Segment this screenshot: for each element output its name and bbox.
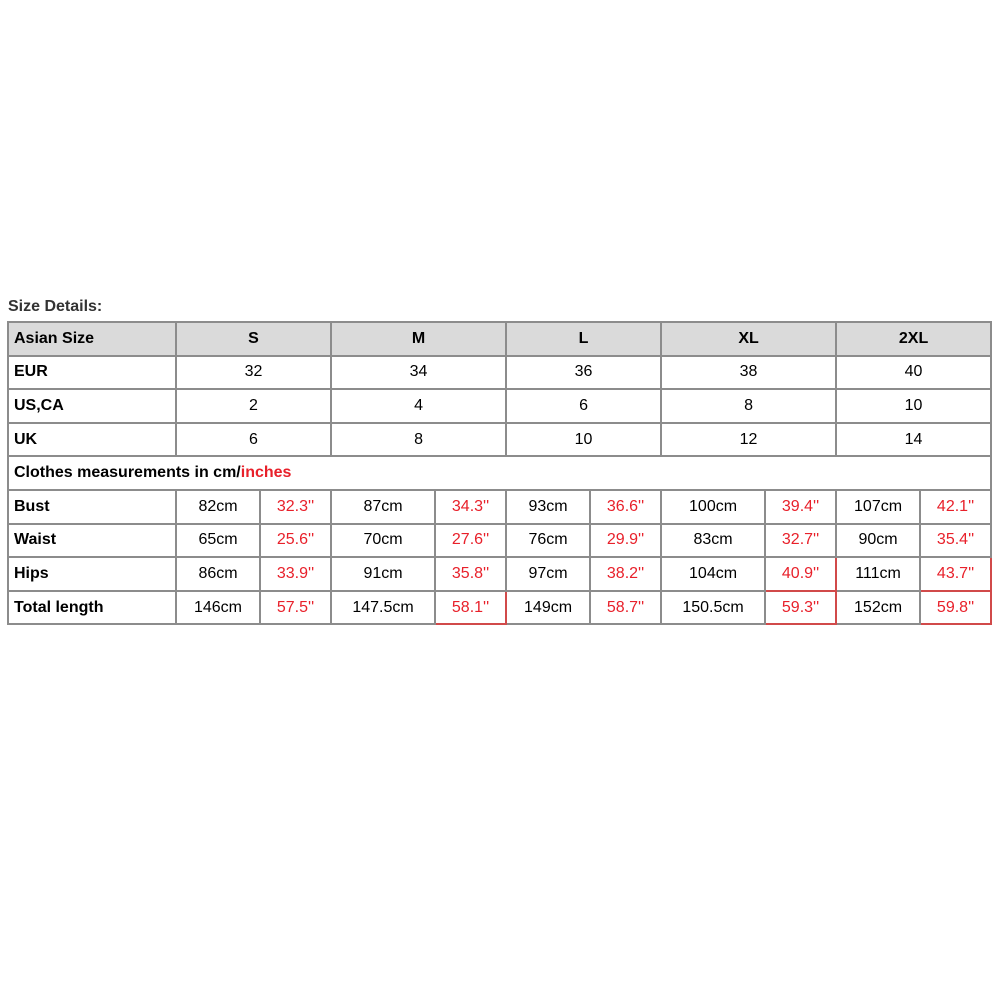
size-chart-table xyxy=(7,321,992,625)
table-cell: 32.3'' xyxy=(260,490,331,524)
table-cell: 152cm xyxy=(836,591,920,625)
row-label: Hips xyxy=(8,557,176,591)
row-label: EUR xyxy=(8,356,176,390)
table-cell: 97cm xyxy=(506,557,590,591)
page-title: Size Details: xyxy=(8,298,103,315)
table-cell: 36.6'' xyxy=(590,490,661,524)
size-header-l: L xyxy=(506,322,661,356)
table-cell: 147.5cm xyxy=(331,591,435,625)
table-cell: 100cm xyxy=(661,490,765,524)
size-row-us-ca xyxy=(8,389,991,423)
table-cell: 65cm xyxy=(176,524,260,558)
row-label: US,CA xyxy=(8,389,176,423)
measure-row-bust xyxy=(8,490,991,524)
table-cell: 25.6'' xyxy=(260,524,331,558)
table-cell: 35.8'' xyxy=(435,557,506,591)
size-header-m: M xyxy=(331,322,506,356)
measure-row-hips xyxy=(8,557,991,591)
size-row-uk xyxy=(8,423,991,457)
table-cell: 59.3'' xyxy=(765,591,836,625)
row-label: Bust xyxy=(8,490,176,524)
section-label-highlight: inches xyxy=(240,464,292,482)
table-cell: 104cm xyxy=(661,557,765,591)
size-header-s: S xyxy=(176,322,331,356)
section-heading xyxy=(8,456,991,490)
table-cell: 10 xyxy=(506,423,661,457)
size-header-xl: XL xyxy=(661,322,836,356)
table-cell: 10 xyxy=(836,389,991,423)
table-cell: 33.9'' xyxy=(260,557,331,591)
table-cell: 70cm xyxy=(331,524,435,558)
table-cell: 32 xyxy=(176,356,331,390)
table-cell: 6 xyxy=(176,423,331,457)
table-cell: 27.6'' xyxy=(435,524,506,558)
table-cell: 59.8'' xyxy=(920,591,991,625)
table-cell: 111cm xyxy=(836,557,920,591)
table-cell: 83cm xyxy=(661,524,765,558)
size-row-eur xyxy=(8,356,991,390)
table-cell: 87cm xyxy=(331,490,435,524)
header-label: Asian Size xyxy=(8,322,176,356)
table-cell: 35.4'' xyxy=(920,524,991,558)
table-cell: 12 xyxy=(661,423,836,457)
header-row xyxy=(8,322,991,356)
table-cell: 93cm xyxy=(506,490,590,524)
table-cell: 58.1'' xyxy=(435,591,506,625)
table-cell: 34.3'' xyxy=(435,490,506,524)
table-cell: 91cm xyxy=(331,557,435,591)
table-cell: 38 xyxy=(661,356,836,390)
table-cell: 29.9'' xyxy=(590,524,661,558)
table-cell: 40.9'' xyxy=(765,557,836,591)
table-cell: 40 xyxy=(836,356,991,390)
measure-row-waist xyxy=(8,524,991,558)
table-cell: 146cm xyxy=(176,591,260,625)
table-cell: 76cm xyxy=(506,524,590,558)
table-cell: 8 xyxy=(331,423,506,457)
table-cell: 86cm xyxy=(176,557,260,591)
table-cell: 39.4'' xyxy=(765,490,836,524)
table-cell: 14 xyxy=(836,423,991,457)
table-cell: 58.7'' xyxy=(590,591,661,625)
table-cell: 107cm xyxy=(836,490,920,524)
row-label: Waist xyxy=(8,524,176,558)
section-row xyxy=(8,456,991,490)
row-label: Total length xyxy=(8,591,176,625)
table-cell: 2 xyxy=(176,389,331,423)
table-cell: 150.5cm xyxy=(661,591,765,625)
table-cell: 82cm xyxy=(176,490,260,524)
table-cell: 38.2'' xyxy=(590,557,661,591)
table-cell: 42.1'' xyxy=(920,490,991,524)
table-cell: 90cm xyxy=(836,524,920,558)
table-cell: 4 xyxy=(331,389,506,423)
measure-row-total-length xyxy=(8,591,991,625)
table-cell: 8 xyxy=(661,389,836,423)
table-cell: 6 xyxy=(506,389,661,423)
size-header-2xl: 2XL xyxy=(836,322,991,356)
table-cell: 36 xyxy=(506,356,661,390)
table-cell: 32.7'' xyxy=(765,524,836,558)
table-cell: 34 xyxy=(331,356,506,390)
table-cell: 43.7'' xyxy=(920,557,991,591)
table-cell: 57.5'' xyxy=(260,591,331,625)
row-label: UK xyxy=(8,423,176,457)
section-label: Clothes measurements in cm/ xyxy=(14,464,241,482)
table-cell: 149cm xyxy=(506,591,590,625)
